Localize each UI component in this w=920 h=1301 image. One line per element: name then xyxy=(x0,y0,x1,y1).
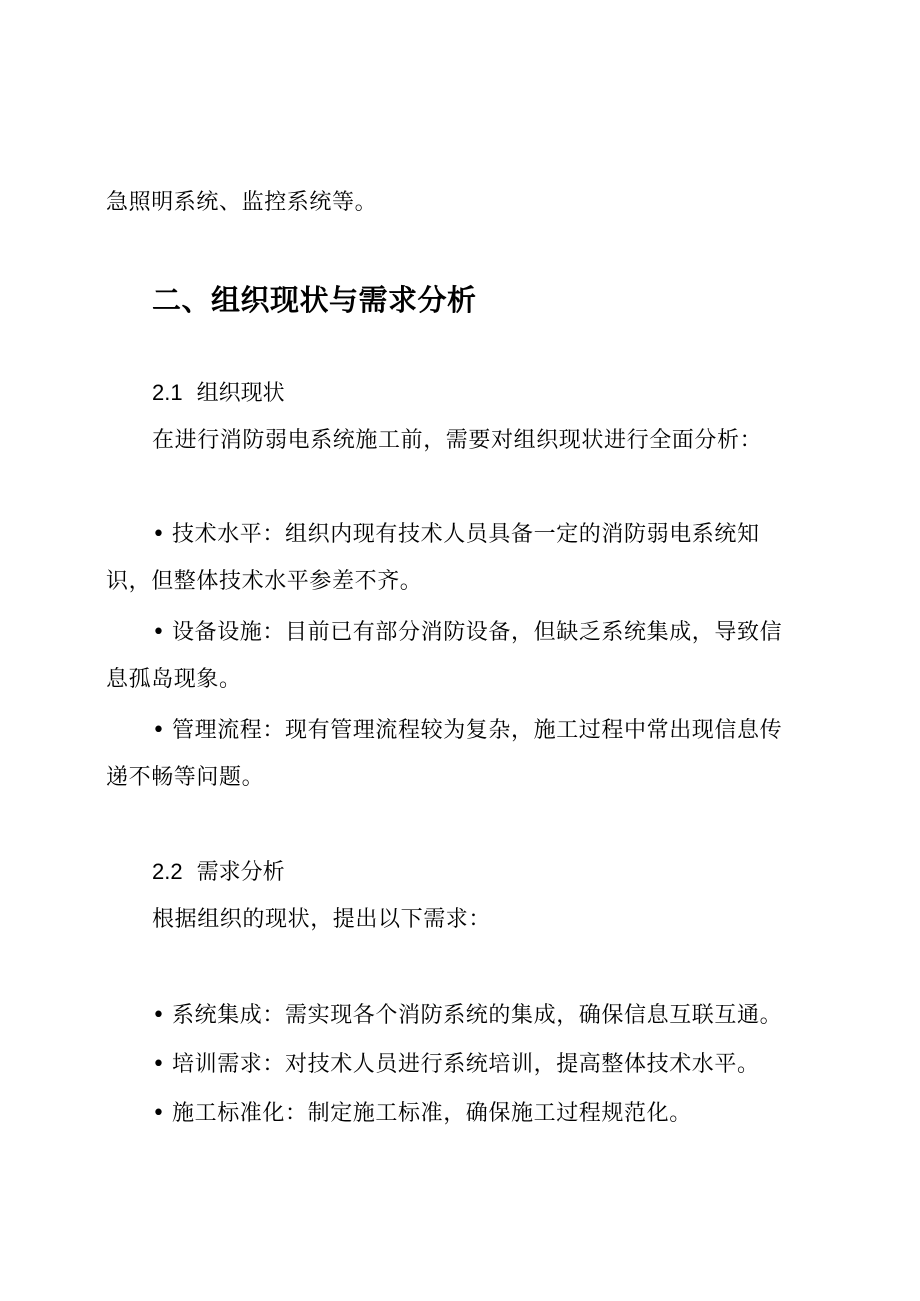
list-item-text: 技术水平：组织内现有技术人员具备一定的消防弱电系统知 xyxy=(172,522,760,547)
intro-paragraph-2-1: 在进行消防弱电系统施工前，需要对组织现状进行全面分析： xyxy=(152,428,763,453)
bullet-marker: • xyxy=(152,620,166,645)
subsection-title: 组织现状 xyxy=(196,381,285,406)
subsection-number: 2.2 xyxy=(152,859,183,884)
bullet-marker: • xyxy=(152,522,166,547)
subsection-heading-2-1 xyxy=(152,378,285,409)
section-heading: 二、组织现状与需求分析 xyxy=(152,283,477,317)
list-item xyxy=(152,1001,782,1031)
bullet-marker: • xyxy=(152,1003,166,1028)
subsection-heading-2-2 xyxy=(152,857,285,888)
list-item-text: 系统集成：需实现各个消防系统的集成，确保信息互联互通。 xyxy=(172,1003,783,1028)
bullet-marker: • xyxy=(152,1052,166,1077)
list-item xyxy=(152,618,782,648)
list-item-continuation: 识，但整体技术水平参差不齐。 xyxy=(106,569,423,594)
continued-paragraph: 急照明系统、监控系统等。 xyxy=(106,190,378,215)
bullet-marker: • xyxy=(152,1101,166,1126)
list-item xyxy=(152,520,760,550)
list-item-continuation: 息孤岛现象。 xyxy=(106,667,242,692)
list-item xyxy=(152,1050,760,1080)
bullet-marker: • xyxy=(152,718,166,743)
subsection-title: 需求分析 xyxy=(196,860,285,885)
list-item xyxy=(152,716,782,746)
list-item-text: 施工标准化：制定施工标准，确保施工过程规范化。 xyxy=(172,1101,692,1126)
list-item xyxy=(152,1099,692,1129)
intro-paragraph-2-2: 根据组织的现状，提出以下需求： xyxy=(152,907,492,932)
list-item-text: 设备设施：目前已有部分消防设备，但缺乏系统集成，导致信 xyxy=(172,620,783,645)
list-item-text: 培训需求：对技术人员进行系统培训，提高整体技术水平。 xyxy=(172,1052,760,1077)
subsection-number: 2.1 xyxy=(152,380,183,405)
list-item-continuation: 递不畅等问题。 xyxy=(106,765,265,790)
list-item-text: 管理流程：现有管理流程较为复杂，施工过程中常出现信息传 xyxy=(172,718,783,743)
